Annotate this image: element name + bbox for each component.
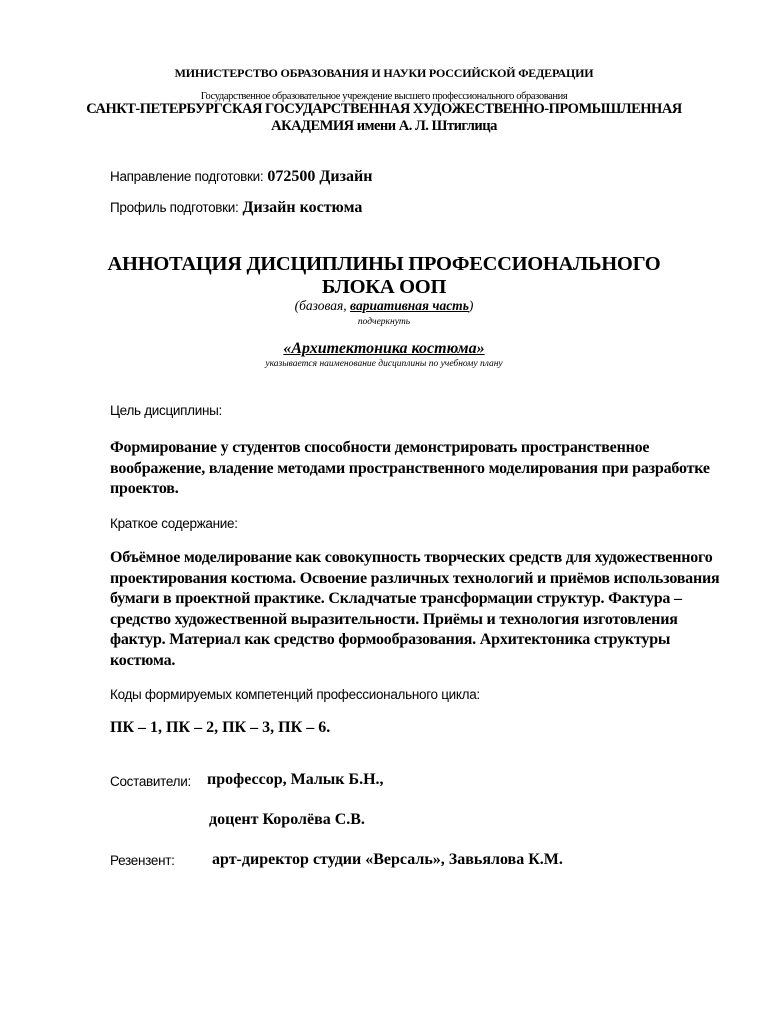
compilers-label: Составители: [110,774,191,789]
annotation-title-line-1: АННОТАЦИЯ ДИСЦИПЛИНЫ ПРОФЕССИОНАЛЬНОГО [107,253,661,275]
discipline-hint: указывается наименование дисциплины по учебному плану [265,359,503,369]
academy-name-line-2: АКАДЕМИЯ имени А. Л. Штиглица [271,118,497,134]
profile-value: Дизайн костюма [242,199,363,216]
compiler-2: доцент Королёва С.В. [209,811,365,828]
institution-type: Государственное образовательное учреждение высшего профессионального образования [200,91,568,102]
annotation-title-line-2: БЛОКА ООП [321,276,447,298]
profile-label: Профиль подготовки: [110,200,239,215]
codes-label: Коды формируемых компетенций профессионального цикла: [110,687,480,702]
content-text: Объёмное моделирование как совокупность творческих средств для художественного проектирования костюма. Освоение различных технологий и приёмов использования бумаги в проектной практике. Складчатые трансформации структур. Фактура – средство художественной выразительности. Приёмы и технология изготовления фактур. Материал как средство формообразования. Архитектоника структуры костюма. [110,549,720,669]
part-note [0,298,768,314]
part-close: ) [468,298,474,313]
annotation-title [0,253,768,299]
academy-name-line-1: САНКТ-ПЕТЕРБУРГСКАЯ ГОСУДАРСТВЕННАЯ ХУДОЖЕСТВЕННО-ПРОМЫШЛЕННАЯ [86,101,682,117]
discipline-name: «Архитектоника костюма» [283,340,485,357]
reviewer: арт-директор студии «Версаль», Завьялова К.М. [212,851,563,868]
content-label: Краткое содержание: [110,516,238,531]
academy-name [0,101,768,135]
part-selected: вариативная часть [350,298,469,313]
goal-label: Цель дисциплины: [110,403,222,418]
part-open: (базовая, [294,298,351,313]
goal-text: Формирование у студентов способности демонстрировать пространственное воображение, владение методами пространственного моделирования при разработке проектов. [110,439,710,497]
direction-value: 072500 Дизайн [267,168,373,185]
compiler-1: профессор, Малык Б.Н., [207,771,384,788]
codes-value: ПК – 1, ПК – 2, ПК – 3, ПК – 6. [110,719,331,736]
reviewer-label: Резензент: [110,853,175,868]
ministry-heading: МИНИСТЕРСТВО ОБРАЗОВАНИЯ И НАУКИ РОССИЙСКОЙ ФЕДЕРАЦИИ [174,66,594,80]
profile-row [110,199,362,217]
direction-label: Направление подготовки: [110,169,264,184]
underline-hint: подчеркнуть [357,317,411,327]
direction-row [110,168,372,186]
